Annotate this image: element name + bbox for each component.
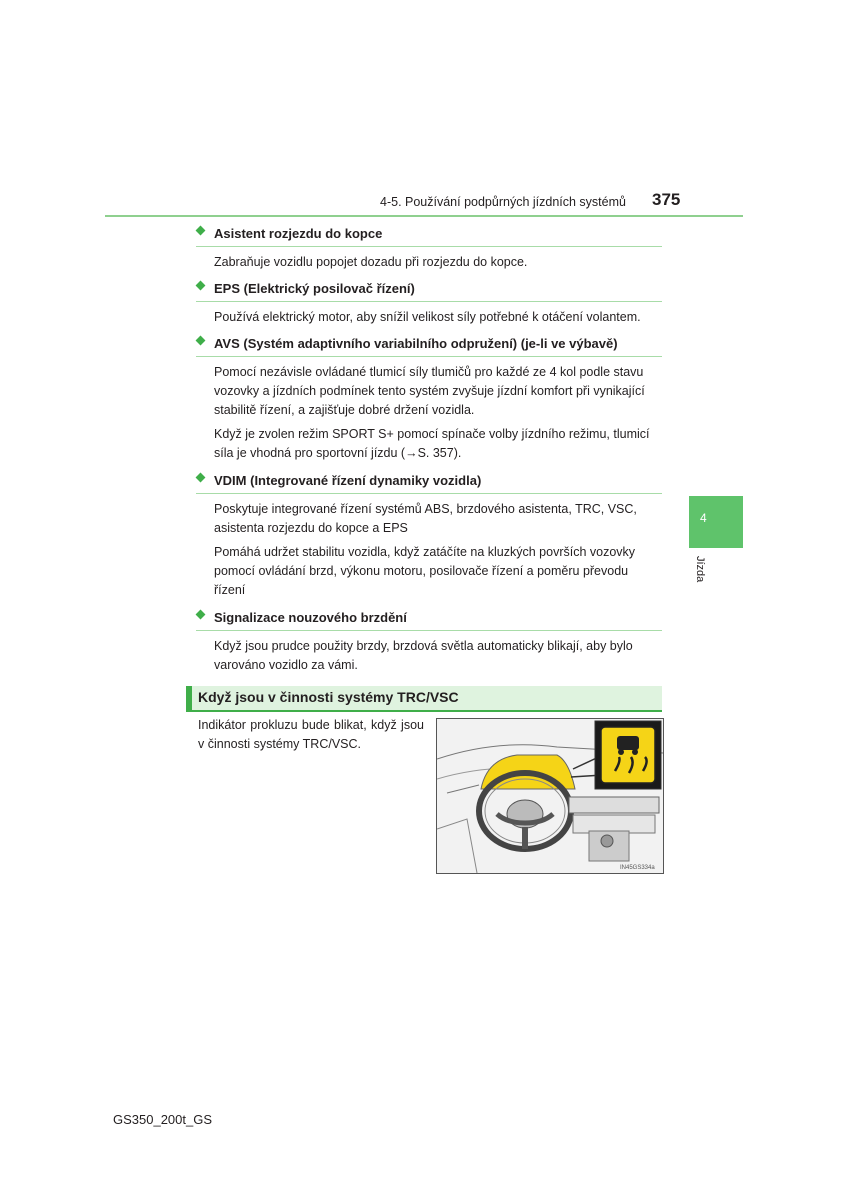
trc-section-rule	[186, 710, 662, 712]
page-number: 375	[652, 190, 681, 209]
section-paragraph: Poskytuje integrované řízení systémů ABS, brzdového asistenta, TRC, VSC, asistenta rozjezdu do kopce a EPS	[214, 502, 637, 535]
section-heading-text: AVS (Systém adaptivního variabilního odpružení) (je-li ve výbavě)	[214, 336, 618, 351]
section-paragraph: Když je zvolen režim SPORT S+ pomocí spínače volby jízdního režimu, tlumicí síla je vhodná pro sportovní jízdu (→S. 357).	[214, 427, 650, 460]
section-heading-text: EPS (Elektrický posilovač řízení)	[214, 281, 415, 296]
header-section-title: 4-5. Používání podpůrných jízdních systémů	[380, 195, 626, 209]
dashboard-drawing	[437, 719, 663, 873]
footer-model-code: GS350_200t_GS	[113, 1112, 213, 1127]
diamond-bullet-icon	[196, 473, 206, 483]
diamond-bullet-icon	[196, 336, 206, 346]
section-heading	[196, 280, 662, 302]
section-hill-start-assist	[196, 225, 662, 272]
section-heading-text: Asistent rozjezdu do kopce	[214, 226, 383, 241]
section-heading	[196, 335, 662, 357]
diamond-bullet-icon	[196, 226, 206, 236]
slip-indicator-icon	[601, 727, 655, 783]
header-rule	[105, 215, 743, 217]
section-heading	[196, 225, 662, 247]
diamond-bullet-icon	[196, 610, 206, 620]
section-paragraph: Pomocí nezávisle ovládané tlumicí síly tlumičů pro každé ze 4 kol podle stavu vozovky a jízdních podmínek tento systém zvyšuje jízdní komfort při vynikající stabilitě řízení, a zajišťuje dobré držení vozidla.	[214, 365, 645, 417]
image-code: IN45GS334a	[620, 865, 655, 871]
section-heading-text: Signalizace nouzového brzdění	[214, 610, 407, 625]
diamond-bullet-icon	[196, 281, 206, 291]
section-paragraph: Používá elektrický motor, aby snížil velikost síly potřebné k otáčení volantem.	[214, 310, 641, 324]
section-heading-text: VDIM (Integrované řízení dynamiky vozidla)	[214, 473, 482, 488]
chapter-tab	[689, 496, 743, 548]
section-heading	[196, 609, 662, 631]
section-emergency-brake-signal	[196, 609, 662, 675]
section-paragraph: Pomáhá udržet stabilitu vozidla, když zatáčíte na kluzkých površích vozovky pomocí ovládání brzd, výkonu motoru, posilovače řízení a poměru převodu řízení	[214, 545, 636, 597]
dashboard-illustration	[436, 718, 664, 874]
section-paragraph: Zabraňuje vozidlu popojet dozadu při rozjezdu do kopce.	[214, 255, 528, 269]
section-heading	[196, 472, 662, 494]
trc-section-title: Když jsou v činnosti systémy TRC/VSC	[198, 689, 459, 705]
section-vdim	[196, 472, 662, 600]
section-eps	[196, 280, 662, 327]
trc-section-text: Indikátor prokluzu bude blikat, když jsou v činnosti systémy TRC/VSC.	[198, 718, 424, 751]
trc-section-accent	[186, 686, 192, 710]
chapter-number: 4	[700, 511, 707, 525]
section-paragraph: Když jsou prudce použity brzdy, brzdová světla automaticky blikají, aby bylo varováno vozidlo za vámi.	[214, 639, 633, 672]
section-avs	[196, 335, 662, 463]
chapter-label: Jízda	[694, 556, 706, 583]
